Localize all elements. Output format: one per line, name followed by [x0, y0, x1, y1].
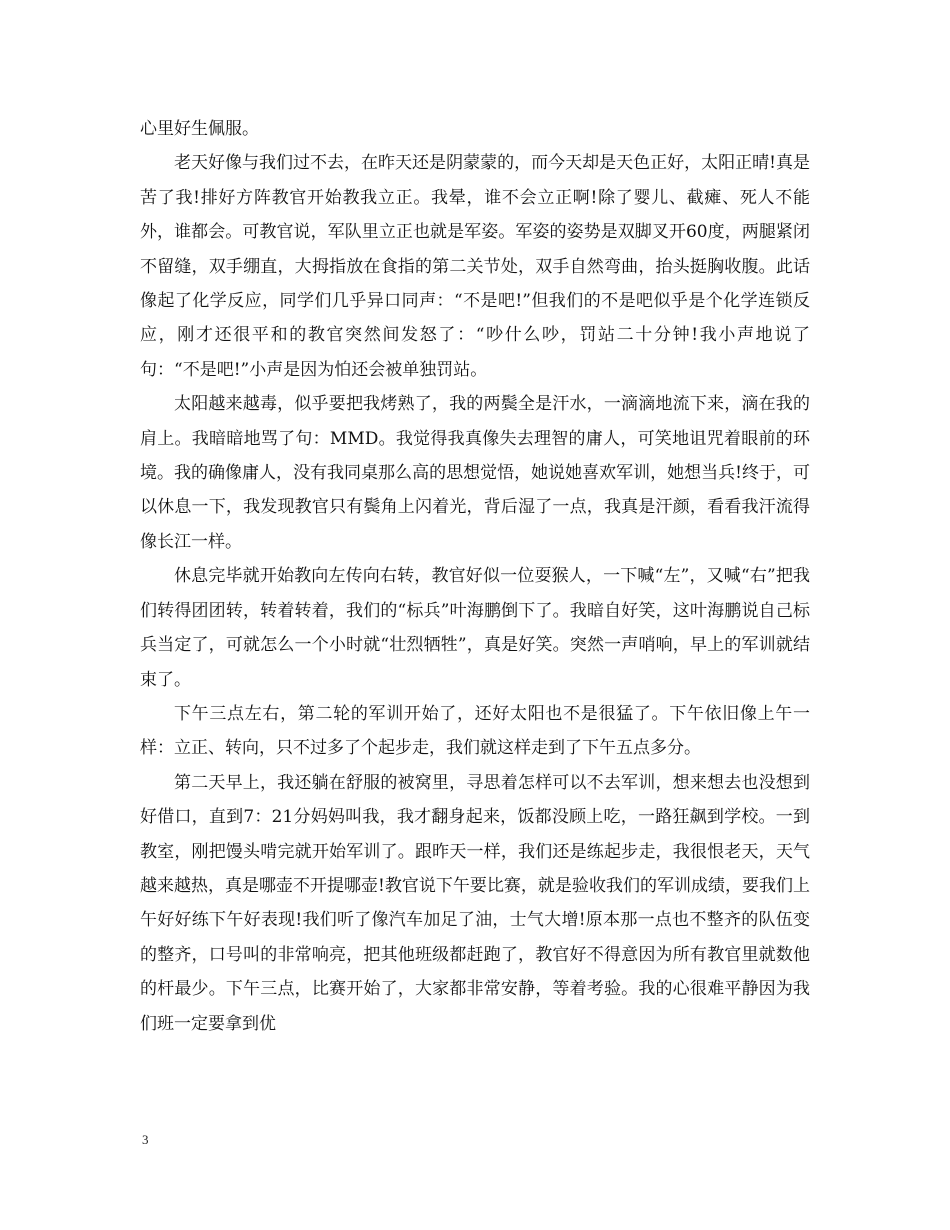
paragraph-6: 第二天早上，我还躺在舒服的被窝里，寻思着怎样可以不去军训，想来想去也没想到好借口，直到7：21分妈妈叫我，我才翻身起来，饭都没顾上吃，一路狂飙到学校。一到教室，刚把馒头啃完就开始军训了。跟昨天一样，我们还是练起步走，我很恨老天，天气越来越热，真是哪壶不开提哪壶!教官说下午要比赛，就是验收我们的军训成绩，要我们上午好好练下午好表现!我们听了像汽车加足了油，士气大增!原本那一点也不整齐的队伍变的整齐，口号叫的非常响亮，把其他班级都赶跑了，教官好不得意因为所有教官里就数他的杆最少。下午三点，比赛开始了，大家都非常安静，等着考验。我的心很难平静因为我们班一定要拿到优	[140, 772, 810, 1034]
page-number: 3	[142, 1132, 149, 1147]
paragraph-2: 老天好像与我们过不去，在昨天还是阴蒙蒙的，而今天却是天色正好，太阳正晴!真是苦了我!排好方阵教官开始教我立正。我晕，谁不会立正啊!除了婴儿、截瘫、死人不能外，谁都会。可教官说，军队里立正也就是军姿。军姿的姿势是双脚叉开60度，两腿紧闭不留缝，双手绷直，大拇指放在食指的第二关节处，双手自然弯曲，抬头挺胸收腹。此话像起了化学反应，同学们几乎异口同声：“不是吧!”但我们的不是吧似乎是个化学连锁反应，刚才还很平和的教官突然间发怒了：“吵什么吵，罚站二十分钟!我小声地说了句：“不是吧!”小声是因为怕还会被单独罚站。	[140, 153, 810, 380]
paragraph-3: 太阳越来越毒，似乎要把我烤熟了，我的两鬓全是汗水，一滴滴地流下来，滴在我的肩上。我暗暗地骂了句：MMD。我觉得我真像失去理智的庸人，可笑地诅咒着眼前的环境。我的确像庸人，没有我同桌那么高的思想觉悟，她说她喜欢军训，她想当兵!终于，可以休息一下，我发现教官只有鬓角上闪着光，背后湿了一点，我真是汗颜，看看我汗流得像长江一样。	[140, 394, 810, 552]
paragraph-1: 心里好生佩服。	[140, 119, 259, 139]
document-body	[140, 112, 810, 1041]
paragraph-4: 休息完毕就开始教向左传向右转，教官好似一位耍猴人，一下喊“左”，又喊“右”把我们转得团团转，转着转着，我们的“标兵”叶海鹏倒下了。我暗自好笑，这叶海鹏说自己标兵当定了，可就怎么一个小时就“壮烈牺牲”，真是好笑。突然一声哨响，早上的军训就结束了。	[140, 566, 810, 690]
paragraph-5: 下午三点左右，第二轮的军训开始了，还好太阳也不是很猛了。下午依旧像上午一样：立正、转向，只不过多了个起步走，我们就这样走到了下午五点多分。	[140, 703, 810, 759]
